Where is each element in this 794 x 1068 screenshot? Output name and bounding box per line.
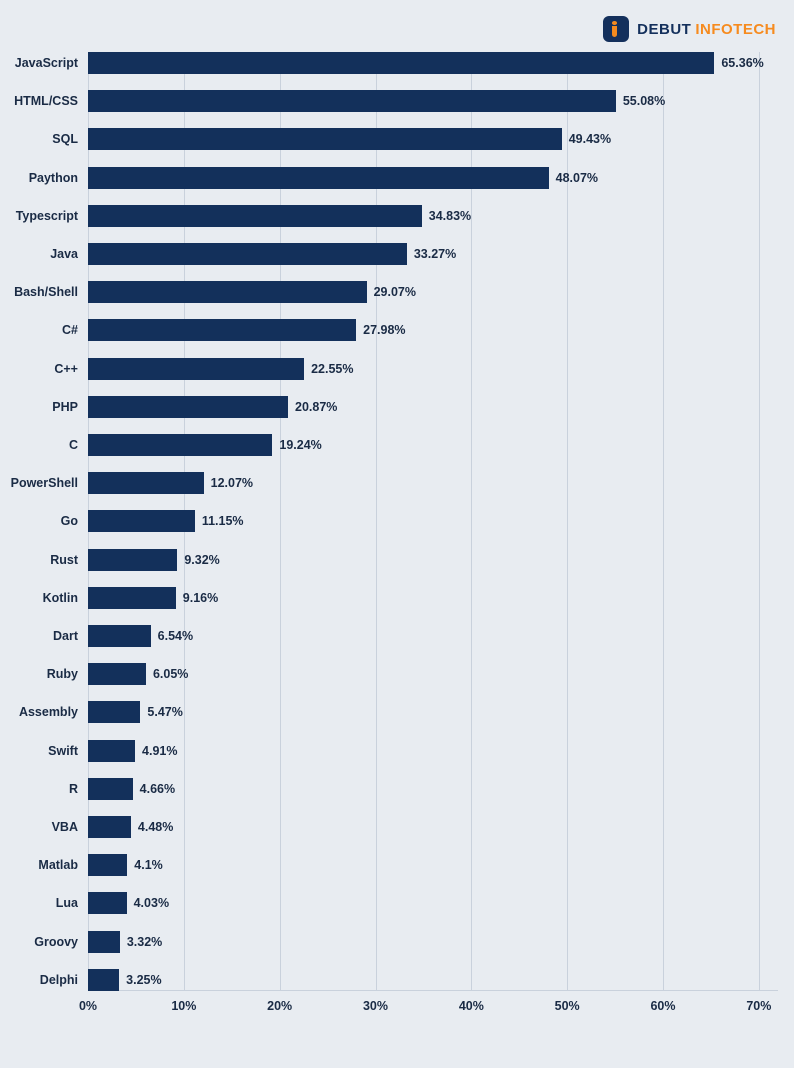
bar-row	[54, 358, 778, 380]
bar-category-label: Kotlin	[42, 590, 78, 605]
bar[interactable]	[88, 90, 616, 112]
bar-category-label: Delphi	[39, 972, 78, 987]
bar-row	[68, 434, 778, 456]
bar-row	[68, 778, 778, 800]
bar[interactable]	[88, 128, 562, 150]
brand-wordmark	[637, 21, 776, 38]
bar[interactable]	[88, 243, 407, 265]
bar-category-label: Swift	[48, 743, 78, 758]
bar-category-label: PowerShell	[10, 476, 78, 491]
x-tick-label: 60%	[650, 999, 676, 1013]
bar[interactable]	[88, 587, 176, 609]
bar-value-label: 49.43%	[568, 132, 612, 147]
bar-category-label: C++	[54, 361, 78, 376]
bar-category-label: C#	[62, 323, 78, 338]
bar-row	[52, 625, 778, 647]
bar-value-label: 4.1%	[134, 858, 163, 873]
bar-row	[14, 281, 778, 303]
bar-category-label: Groovy	[34, 934, 78, 949]
bar-row	[38, 854, 778, 876]
bar-category-label: Matlab	[38, 858, 78, 873]
bar-row	[14, 52, 778, 74]
bar[interactable]	[88, 434, 272, 456]
bar[interactable]	[88, 52, 714, 74]
bar-row	[34, 931, 778, 953]
bar-value-label: 3.32%	[126, 934, 163, 949]
bar[interactable]	[88, 969, 119, 991]
bar[interactable]	[88, 931, 120, 953]
plot-area	[10, 52, 778, 991]
debut-infotech-logo-icon	[603, 16, 629, 42]
bar[interactable]	[88, 167, 549, 189]
bar-value-label: 9.16%	[182, 590, 219, 605]
bar[interactable]	[88, 510, 195, 532]
bar-category-label: Rust	[50, 552, 78, 567]
bar[interactable]	[88, 816, 131, 838]
bar-value-label: 20.87%	[295, 399, 338, 414]
bar-row	[52, 396, 778, 418]
bar-row	[50, 243, 778, 265]
bar[interactable]	[88, 549, 177, 571]
bar-value-label: 65.36%	[721, 56, 764, 70]
x-tick-label: 20%	[267, 999, 293, 1013]
bar[interactable]	[88, 281, 367, 303]
bar-row	[52, 128, 778, 150]
bar-category-label: Lua	[55, 896, 78, 911]
bar-category-label: Go	[60, 514, 78, 529]
bar-category-label: Ruby	[46, 667, 78, 682]
bar-category-label: VBA	[51, 820, 78, 835]
bar[interactable]	[88, 319, 356, 341]
bar-category-label: Java	[50, 247, 78, 262]
bar-value-label: 19.24%	[279, 438, 322, 453]
x-tick-label: 30%	[362, 999, 389, 1013]
bar-value-label: 22.55%	[311, 361, 354, 376]
x-tick-label: 0%	[78, 999, 98, 1013]
x-tick-label: 50%	[554, 999, 580, 1013]
bar[interactable]	[88, 472, 204, 494]
bar-row	[48, 740, 778, 762]
bar-value-label: 6.05%	[152, 667, 189, 682]
brand-logo	[603, 16, 776, 42]
x-tick-label: 10%	[171, 999, 197, 1013]
bar-row	[18, 701, 778, 723]
bar-value-label: 6.54%	[157, 629, 194, 644]
bar-value-label: 4.03%	[133, 896, 170, 911]
bar-row	[42, 587, 778, 609]
bar-value-label: 4.48%	[137, 820, 174, 835]
bar-value-label: 12.07%	[210, 476, 254, 491]
bar-category-label: HTML/CSS	[14, 94, 78, 109]
brand-name-secondary: INFOTECH	[695, 20, 776, 38]
bar-category-label: C	[68, 438, 78, 453]
bar[interactable]	[88, 740, 135, 762]
bar-category-label: Paython	[28, 170, 78, 185]
bar-category-label: JavaScript	[14, 56, 78, 70]
bar-value-label: 34.83%	[428, 208, 472, 223]
bar-row	[50, 549, 778, 571]
bar-category-label: Typescript	[15, 208, 78, 223]
bar[interactable]	[88, 663, 146, 685]
bar-category-label: SQL	[52, 132, 78, 147]
bar-row	[55, 892, 778, 914]
bar-row	[60, 510, 778, 532]
bar[interactable]	[88, 396, 288, 418]
bar[interactable]	[88, 701, 140, 723]
bar-value-label: 11.15%	[201, 514, 244, 529]
x-axis	[78, 999, 778, 1019]
bar-category-label: PHP	[52, 399, 78, 414]
x-tick-label: 70%	[746, 999, 772, 1013]
bar-category-label: Assembly	[18, 705, 78, 720]
bar-value-label: 55.08%	[622, 94, 666, 109]
bar-category-label: R	[68, 781, 78, 796]
bar-value-label: 9.32%	[184, 552, 220, 567]
bar-row	[28, 167, 778, 189]
bar-category-label: Bash/Shell	[14, 285, 78, 300]
bar-row	[62, 319, 778, 341]
bar[interactable]	[88, 358, 304, 380]
bar[interactable]	[88, 205, 422, 227]
bar[interactable]	[88, 778, 133, 800]
bar-value-label: 48.07%	[555, 170, 599, 185]
bar-row	[39, 969, 778, 991]
bar[interactable]	[88, 892, 127, 914]
bar-value-label: 4.66%	[139, 781, 176, 796]
bar-row	[14, 90, 778, 112]
bar-value-label: 3.25%	[126, 972, 162, 987]
bar-chart	[0, 46, 794, 1051]
bar-row	[10, 472, 778, 494]
bar-value-label: 27.98%	[363, 323, 406, 338]
bar[interactable]	[88, 854, 127, 876]
brand-name-primary: DEBUT	[637, 20, 692, 38]
bar-row	[51, 816, 778, 838]
bar-row	[46, 663, 778, 685]
bar-row	[15, 205, 778, 227]
x-tick-label: 40%	[458, 999, 484, 1013]
bar-value-label: 29.07%	[373, 285, 416, 300]
bar-category-label: Dart	[52, 629, 78, 644]
bar-value-label: 4.91%	[142, 743, 178, 758]
bar-value-label: 5.47%	[147, 705, 183, 720]
bar-rows	[10, 52, 778, 991]
bar[interactable]	[88, 625, 151, 647]
bar-value-label: 33.27%	[413, 247, 457, 262]
